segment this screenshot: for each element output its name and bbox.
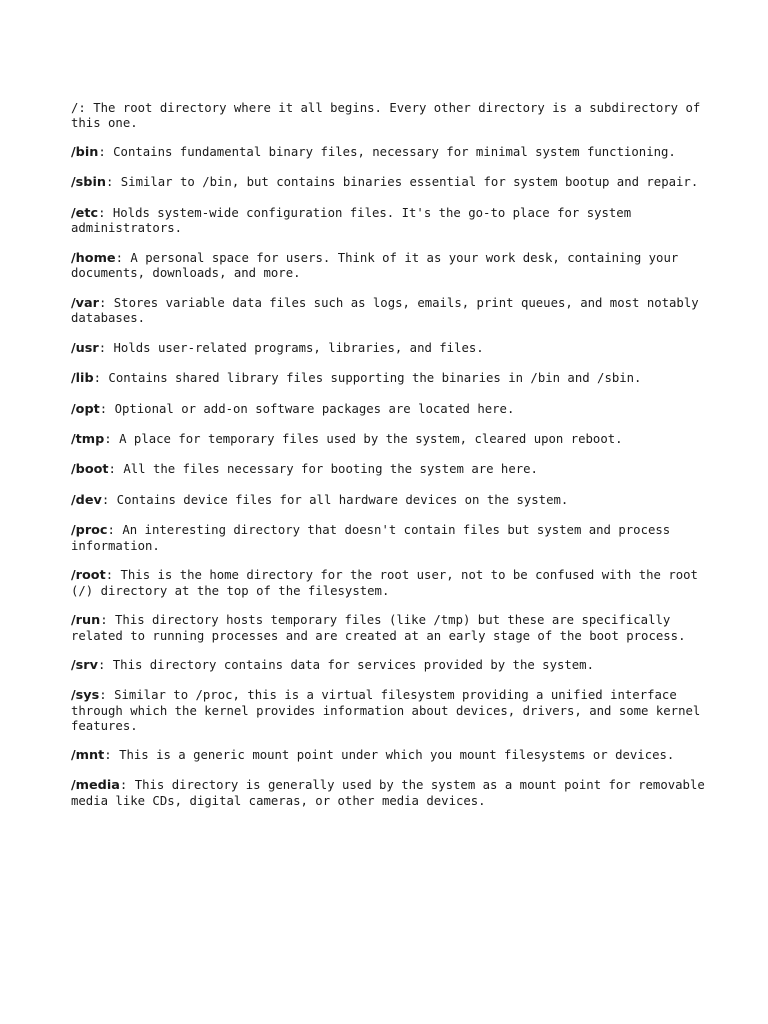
dir-description: Similar to /bin, but contains binaries essential for system bootup and repair. (120, 175, 699, 190)
entry-home: /home: A personal space for users. Think of it as your work desk, containing your documents, downloads, and more. (71, 250, 679, 281)
document-page (71, 101, 711, 823)
entry-run: /run: This directory hosts temporary files (like /tmp) but these are specifically related to running processes and are created at an early stage of the boot process. (71, 613, 686, 643)
dir-name: /lib (71, 371, 94, 387)
entry-proc: /proc: An interesting directory that doesn't contain files but system and process information. (71, 523, 671, 553)
dir-name: /bin (71, 144, 99, 160)
dir-description: Contains shared library files supporting the binaries in /bin and /sbin. (108, 371, 642, 386)
dir-name: /tmp (71, 431, 105, 447)
dir-description: Optional or add-on software packages are located here. (114, 401, 515, 416)
entry-sys: /sys: Similar to /proc, this is a virtual filesystem providing a unified interface through which the kernel provides information about devices, drivers, and some kernel features. (71, 688, 701, 733)
entry-root-home: /root: This is the home directory for the root user, not to be confused with the root (/) directory at the top of the filesystem. (71, 568, 698, 598)
entry-bin: /bin: Contains fundamental binary files, necessary for minimal system functioning. (71, 144, 676, 160)
dir-description: A place for temporary files used by the system, cleared upon reboot. (119, 431, 623, 446)
dir-description: The root directory where it all begins. Every other directory is a subdirectory of this one. (71, 101, 701, 130)
dir-name: /srv (71, 658, 98, 674)
entry-boot: /boot: All the files necessary for booting the system are here. (71, 462, 538, 478)
entry-media: /media: This directory is generally used by the system as a mount point for removable media like CDs, digital cameras, or other media devices. (71, 778, 705, 808)
entry-var: /var: Stores variable data files such as logs, emails, print queues, and most notably databases. (71, 295, 699, 326)
entry-srv: /srv: This directory contains data for services provided by the system. (71, 658, 594, 674)
dir-description: All the files necessary for booting the system are here. (123, 462, 538, 477)
dir-name: /var (71, 295, 99, 311)
entry-dev: /dev: Contains device files for all hardware devices on the system. (71, 492, 569, 508)
dir-description: Contains device files for all hardware devices on the system. (116, 492, 569, 507)
entry-root: /: The root directory where it all begins. Every other directory is a subdirectory of this one. (71, 101, 701, 130)
entry-mnt: /mnt: This is a generic mount point under which you mount filesystems or devices. (71, 747, 675, 763)
dir-description: Stores variable data files such as logs, emails, print queues, and most notably databases. (71, 295, 699, 326)
dir-name: /boot (71, 462, 109, 478)
dir-description: A personal space for users. Think of it as your work desk, containing your documents, downloads, and more. (71, 250, 679, 281)
dir-description: This directory contains data for services provided by the system. (112, 658, 594, 673)
dir-name: /proc (71, 523, 108, 539)
entry-etc: /etc: Holds system-wide configuration files. It's the go-to place for system administrators. (71, 205, 632, 236)
dir-name: /root (71, 568, 106, 584)
dir-name: /opt (71, 401, 100, 417)
dir-description: Contains fundamental binary files, necessary for minimal system functioning. (113, 144, 676, 159)
dir-description: This directory is generally used by the system as a mount point for removable media like CDs, digital cameras, or other media devices. (71, 778, 705, 808)
dir-name: /dev (71, 492, 102, 508)
dir-name: /etc (71, 205, 99, 221)
entry-tmp: /tmp: A place for temporary files used by the system, cleared upon reboot. (71, 431, 623, 447)
entry-usr: /usr: Holds user-related programs, libraries, and files. (71, 340, 484, 356)
dir-description: This is a generic mount point under which you mount filesystems or devices. (119, 747, 675, 762)
dir-name: / (71, 101, 79, 115)
dir-name: /mnt (71, 747, 105, 763)
dir-description: This directory hosts temporary files (like /tmp) but these are specifically related to running processes and are created at an early stage of the boot process. (71, 613, 686, 643)
dir-description: Holds user-related programs, libraries, and files. (113, 340, 484, 355)
dir-description: An interesting directory that doesn't contain files but system and process information. (71, 523, 671, 553)
dir-description: Holds system-wide configuration files. It's the go-to place for system administrators. (71, 205, 632, 236)
dir-description: Similar to /proc, this is a virtual filesystem providing a unified interface through which the kernel provides information about devices, drivers, and some kernel features. (71, 688, 701, 733)
dir-name: /usr (71, 340, 99, 356)
entry-opt: /opt: Optional or add-on software packages are located here. (71, 401, 515, 417)
dir-description: This is the home directory for the root user, not to be confused with the root (/) directory at the top of the filesystem. (71, 568, 698, 598)
dir-name: /sbin (71, 175, 106, 191)
dir-name: /run (71, 613, 101, 629)
dir-name: /sys (71, 688, 100, 704)
dir-name: /media (71, 778, 120, 794)
dir-name: /home (71, 250, 116, 266)
entry-sbin: /sbin: Similar to /bin, but contains binaries essential for system bootup and repair. (71, 175, 699, 191)
entry-lib: /lib: Contains shared library files supporting the binaries in /bin and /sbin. (71, 371, 642, 387)
